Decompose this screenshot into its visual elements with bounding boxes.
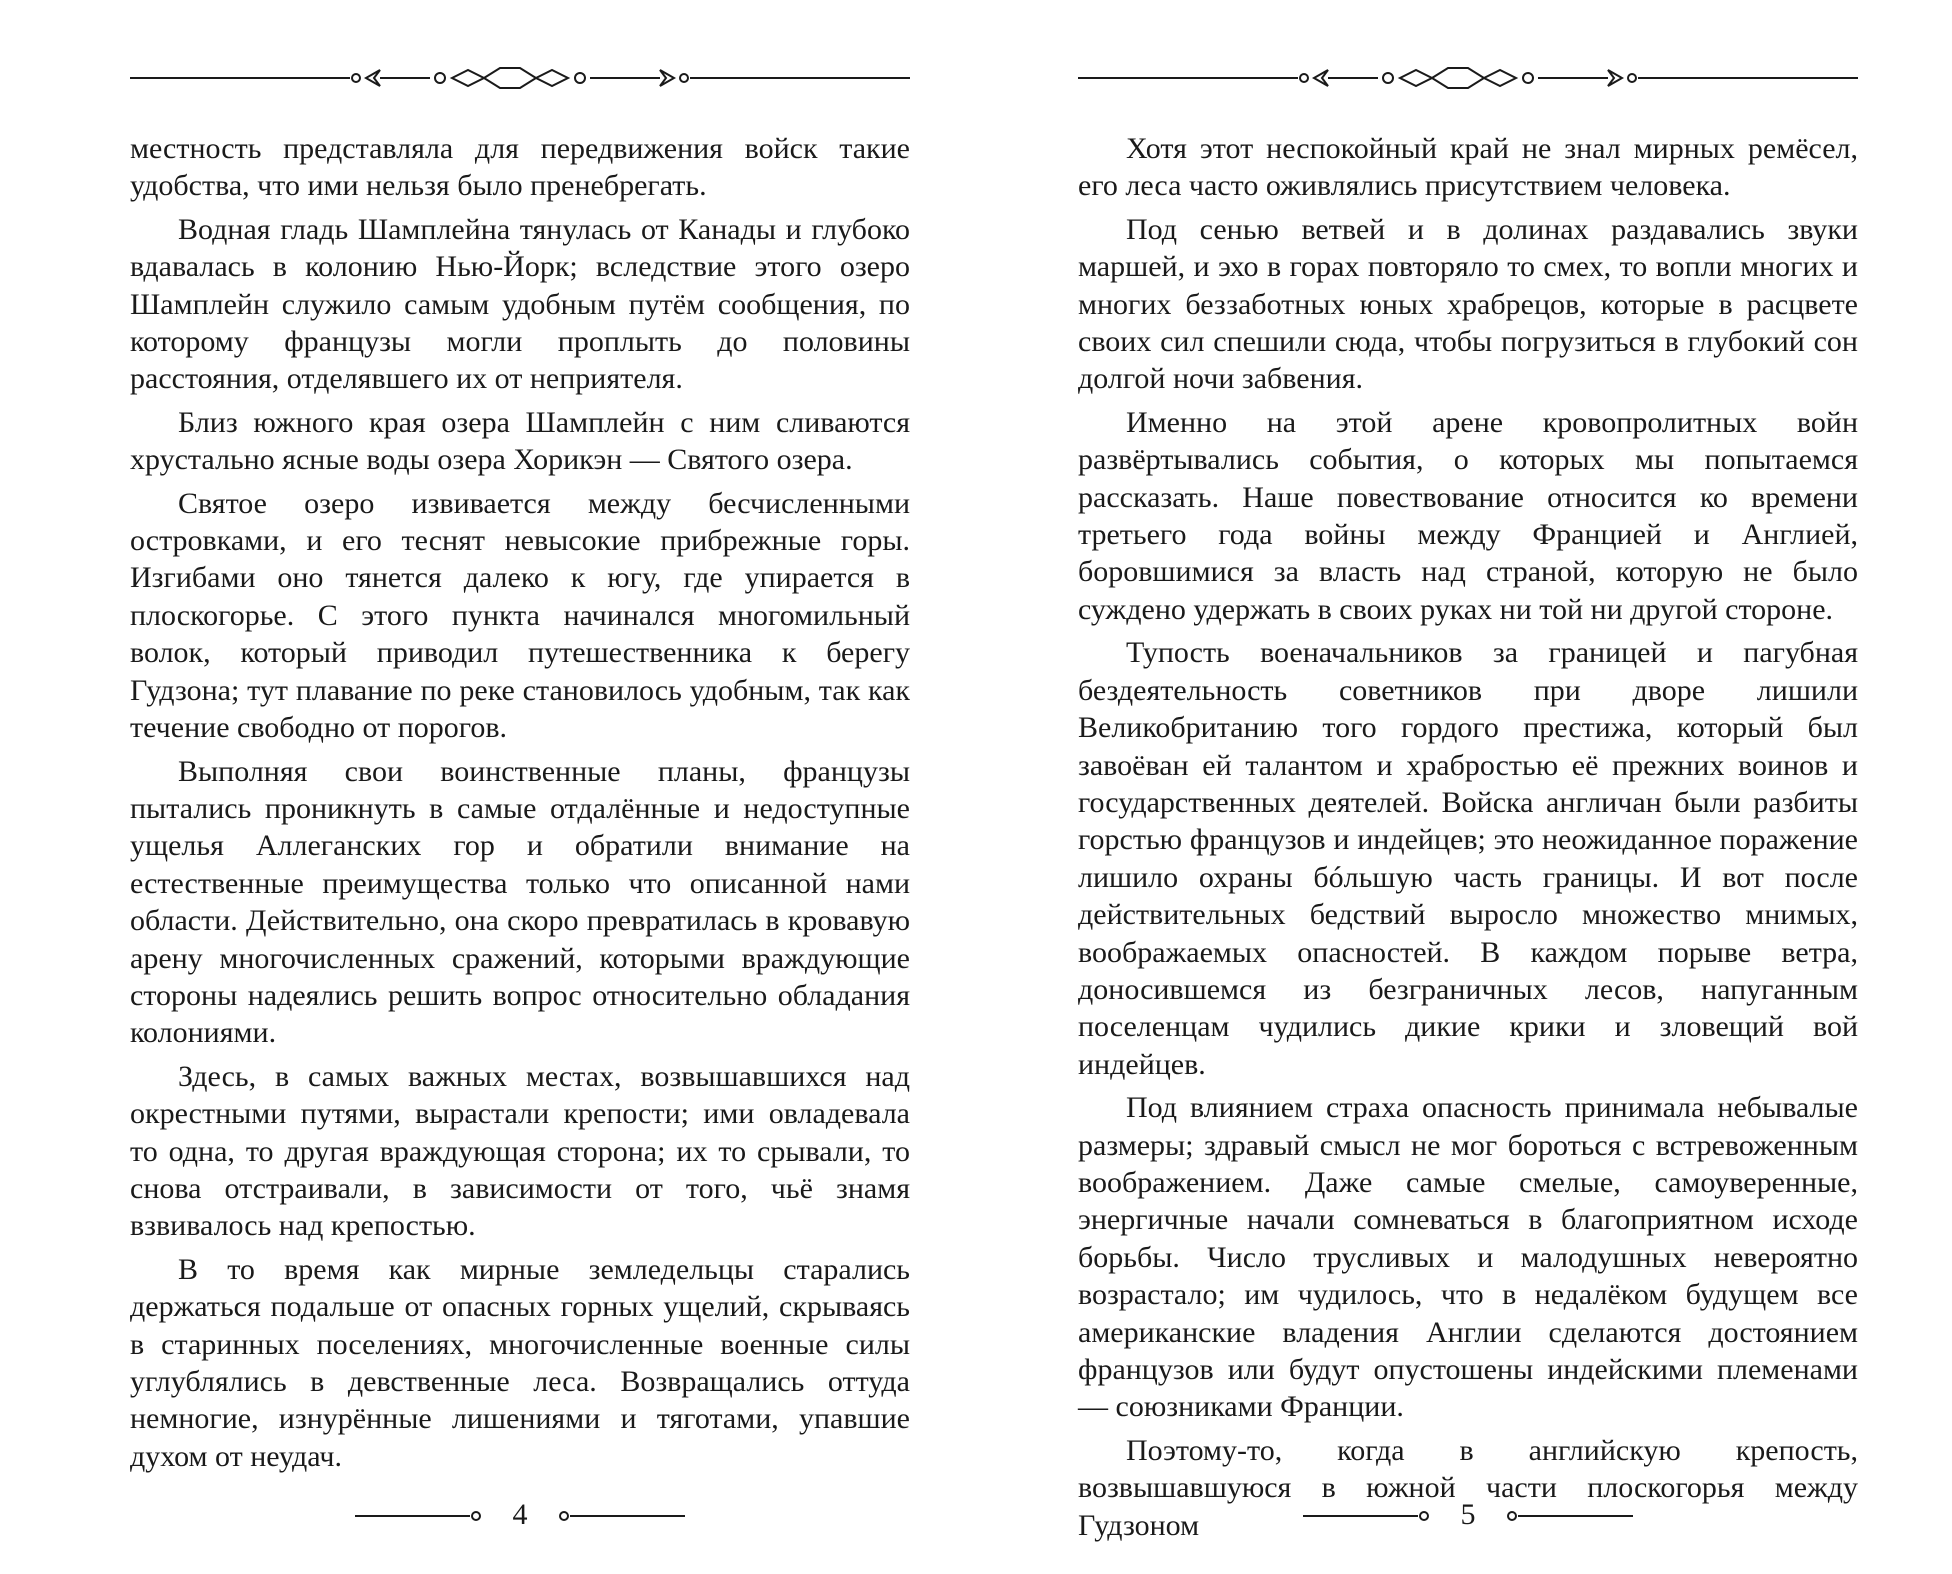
paragraph: местность представляла для передвижения войск такие удобства, что ими нельзя было пренебрегать. bbox=[130, 132, 910, 203]
paragraph: Поэтому-то, когда в английскую крепость, возвышавшуюся в южной части плоскогорья между Гудзоном bbox=[1078, 1433, 1858, 1542]
left-page bbox=[130, 0, 910, 1574]
paragraph: Водная гладь Шамплейна тянулась от Канады и глубоко вдавалась в колонию Нью-Йорк; вследствие этого озеро Шамплейн служило самым удобным путём сообщения, по которому французы могли проплыть до половины расстояния, отделявшего их от неприятеля. bbox=[130, 212, 910, 396]
header-ornament bbox=[1078, 60, 1858, 96]
page-number: 5 bbox=[1460, 1498, 1476, 1531]
paragraph: Под сенью ветвей и в долинах раздавались звуки маршей, и эхо в горах повторяло то смех, то вопли многих и многих беззаботных юных храбрецов, которые в расцвете своих сил спешили сюда, чтобы погрузиться в глубокий сон долгой ночи забвения. bbox=[1078, 212, 1858, 396]
paragraph: Тупость военачальников за границей и пагубная бездеятельность советников при дворе лишили Великобританию того гордого престижа, который был завоёван ей талантом и храбростью её прежних воинов и государственных деятелей. Войска англичан были разбиты горстью французов и индейцев; это неожиданное поражение лишило охраны бóльшую часть границы. И вот после действительных бедствий выросло множество мнимых, воображаемых опасностей. В каждом порыве ветра, доносившемся из безграничных лесов, напуганным поселенцам чудились дикие крики и зловещий вой индейцев. bbox=[1078, 636, 1858, 1081]
paragraph: Святое озеро извивается между бесчисленными островками, и его теснят невысокие прибрежные горы. Изгибами оно тянется далеко к югу, где упирается в плоскогорье. С этого пункта начинался многомильный волок, который приводил путешественника к берегу Гудзона; тут плавание по реке становилось удобным, так как течение свободно от порогов. bbox=[130, 486, 910, 745]
page-body bbox=[130, 130, 910, 1481]
page-number: 4 bbox=[512, 1498, 528, 1531]
page-footer bbox=[1078, 1496, 1858, 1536]
paragraph: Под влиянием страха опасность принимала небывалые размеры; здравый смысл не мог бороться с встревоженным воображением. Даже самые смелые, самоуверенные, энергичные начали сомневаться в благоприятном исходе борьбы. Число трусливых и малодушных невероятно возрастало; им чудилось, что в недалёком будущем все американские владения Англии сделаются достоянием французов или будут опустошены индейскими племенами — союзниками Франции. bbox=[1078, 1091, 1858, 1424]
paragraph: Именно на этой арене кровопролитных войн развёртывались события, о которых мы попытаемся рассказать. Наше повествование относится ко времени третьего года войны между Францией и Англией, боровшимися за власть над страной, которую не было суждено удержать в своих руках ни той ни другой стороне. bbox=[1078, 405, 1858, 626]
page-body bbox=[1078, 130, 1858, 1550]
paragraph: Выполняя свои воинственные планы, французы пытались проникнуть в самые отдалённые и недоступные ущелья Аллеганских гор и обратили внимание на естественные преимущества только что описанной нами области. Действительно, она скоро превратилась в кровавую арену многочисленных сражений, которыми враждующие стороны надеялись решить вопрос относительно обладания колониями. bbox=[130, 754, 910, 1050]
page-footer bbox=[130, 1496, 910, 1536]
paragraph: Здесь, в самых важных местах, возвышавшихся над окрестными путями, вырастали крепости; ими овладевала то одна, то другая враждующая сторона; их то срывали, то снова отстраивали, в зависимости от того, чьё знамя взвивалось над крепостью. bbox=[130, 1059, 910, 1243]
header-ornament bbox=[130, 60, 910, 96]
paragraph: Хотя этот неспокойный край не знал мирных ремёсел, его леса часто оживлялись присутствием человека. bbox=[1078, 132, 1858, 203]
paragraph: В то время как мирные земледельцы старались держаться подальше от опасных горных ущелий, скрываясь в старинных поселениях, многочисленные военные силы углублялись в девственные леса. Возвращались оттуда немногие, изнурённые лишениями и тяготами, упавшие духом от неудач. bbox=[130, 1252, 910, 1473]
paragraph: Близ южного края озера Шамплейн с ним сливаются хрустально ясные воды озера Хорикэн — Святого озера. bbox=[130, 405, 910, 477]
right-page bbox=[1078, 0, 1858, 1574]
